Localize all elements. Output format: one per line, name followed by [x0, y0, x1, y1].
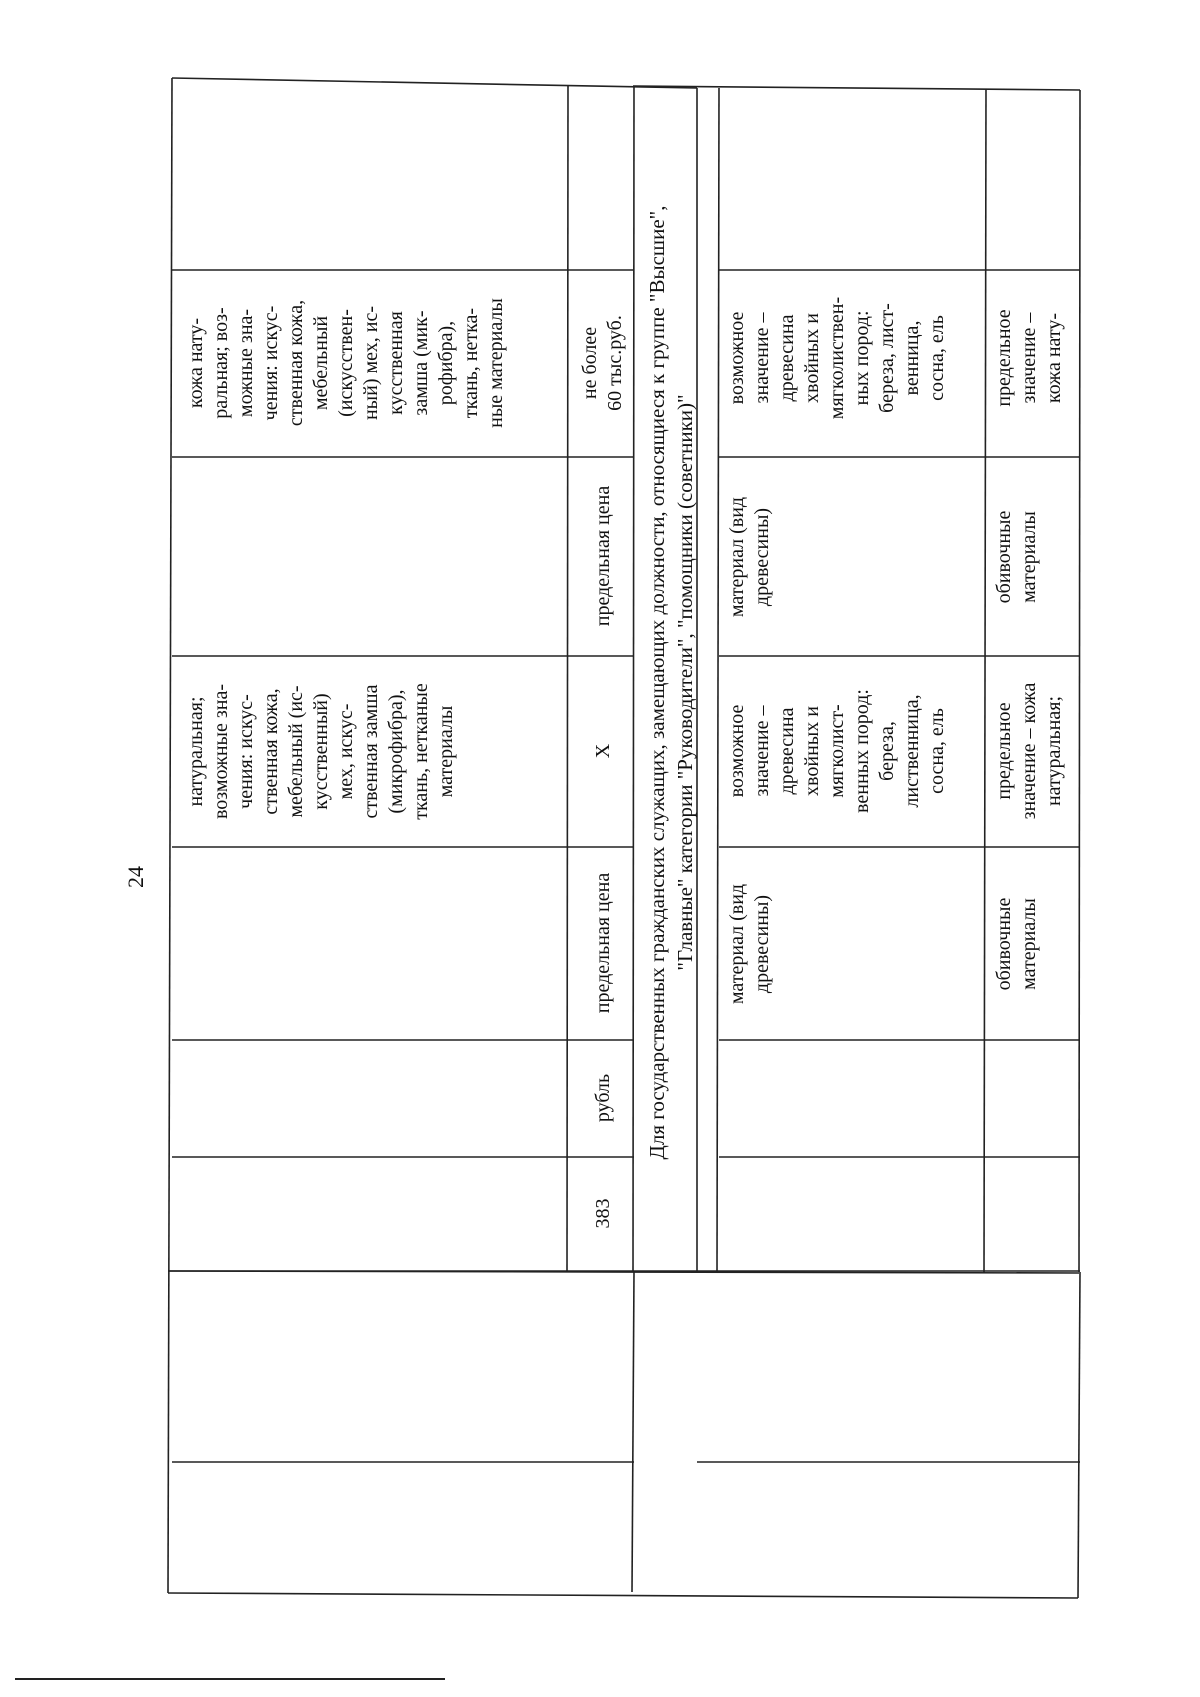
r4-c6-cell: материал (вид древесины)	[726, 496, 773, 618]
r4-c5-cell: возможное значение – древесина хвойных и мягколист- венных пород: береза, лиственница, сосна, ель	[726, 689, 948, 813]
r4-c4-cell: материал (вид древесины)	[726, 883, 773, 1005]
r5-c7-cell: предельное значение – кожа нату-	[993, 309, 1065, 407]
r5-c5-cell: предельное значение – кожа натуральная;	[993, 682, 1065, 820]
r2-c8-cell: не более 60 тыс.руб.	[579, 315, 626, 411]
r2-c4-cell: рубль	[591, 1073, 614, 1123]
r5-c4-cell: обивочные материалы	[993, 897, 1040, 991]
r2-c6-cell: Х	[591, 743, 614, 759]
page-number: 24	[123, 866, 148, 888]
r2-c7-cell: предельная цена	[591, 485, 614, 627]
footer-rule	[15, 1678, 445, 1680]
r2-c3-cell: 383	[591, 1198, 614, 1229]
r5-c6-cell: обивочные материалы	[993, 510, 1040, 604]
r1-c7-cell: кожа нату- ральная; воз- можные зна- чения: искус- ственная кожа, мебельный (искусствен- ный) мех, ис- кусственная замша (мик- рофибра), ткань, нетка- ные материалы	[185, 298, 507, 428]
section-title: Для государственных гражданских служащих, замещающих должности, относящиеся к группе "Высшие", "Главные" категории "Руководители", "помощники (советники)"	[645, 205, 697, 1160]
r2-c5-cell: предельная цена	[591, 872, 614, 1014]
r1-c5-cell: натуральная; возможные зна- чения: искус- ственная кожа, мебельный (ис- кусственный) мех, искус- ственная замша (микрофибра), ткань, нетканые материалы	[185, 683, 457, 820]
r4-c7-cell: возможное значение – древесина хвойных и мягколиствен- ных пород: береза, лист- венница, сосна, ель	[726, 296, 948, 420]
